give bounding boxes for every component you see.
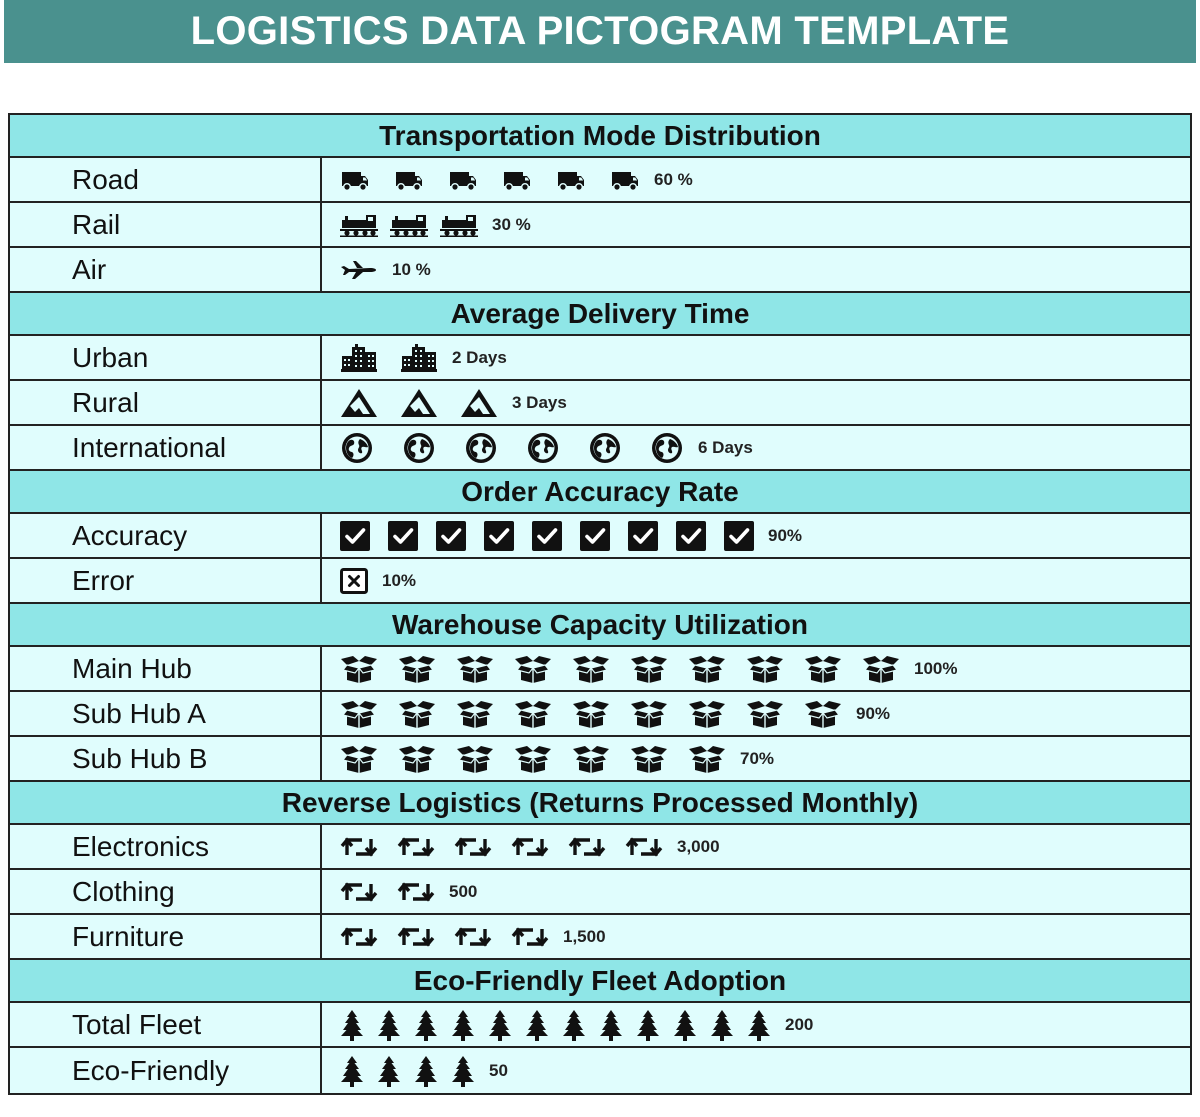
return-arrows-icon (340, 834, 378, 860)
open-box-icon (572, 655, 610, 683)
truck-icon (502, 168, 532, 192)
tree-icon (414, 1009, 438, 1041)
train-icon (390, 213, 428, 237)
pictogram-table (8, 113, 1192, 1095)
open-box-icon (456, 700, 494, 728)
open-box-icon (746, 700, 784, 728)
checkbox-icon (388, 521, 418, 551)
icon-strip (322, 692, 1190, 735)
checkbox-icon (484, 521, 514, 551)
open-box-icon (340, 655, 378, 683)
pictogram-row (10, 514, 1190, 559)
return-arrows-icon (340, 924, 378, 950)
pictogram-row (10, 248, 1190, 293)
buildings-icon (340, 344, 378, 372)
tree-icon (340, 1055, 364, 1087)
globe-icon (340, 432, 374, 464)
row-value: 90% (768, 525, 803, 545)
row-label: International (10, 426, 322, 469)
pictogram-row (10, 737, 1190, 782)
checkbox-icon (532, 521, 562, 551)
tree-icon (451, 1009, 475, 1041)
icon-strip (322, 825, 1190, 868)
tree-icon (377, 1055, 401, 1087)
mountain-icon (400, 388, 438, 418)
return-arrows-icon (397, 879, 435, 905)
row-label: Accuracy (10, 514, 322, 557)
return-arrows-icon (397, 834, 435, 860)
open-box-icon (688, 745, 726, 773)
open-box-icon (572, 700, 610, 728)
open-box-icon (398, 745, 436, 773)
row-label: Error (10, 559, 322, 602)
open-box-icon (456, 655, 494, 683)
row-value: 3,000 (677, 836, 720, 856)
row-value: 6 Days (698, 437, 753, 457)
icon-strip (322, 737, 1190, 780)
pictogram-row (10, 915, 1190, 960)
pictogram-row (10, 158, 1190, 203)
icon-strip (322, 203, 1190, 246)
open-box-icon (514, 700, 552, 728)
row-value: 60 % (654, 169, 693, 189)
row-value: 200 (785, 1014, 814, 1034)
row-label: Sub Hub B (10, 737, 322, 780)
tree-icon (562, 1009, 586, 1041)
tree-icon (488, 1009, 512, 1041)
globe-icon (464, 432, 498, 464)
row-value: 2 Days (452, 347, 507, 367)
row-label: Rail (10, 203, 322, 246)
tree-icon (636, 1009, 660, 1041)
icon-strip (322, 559, 1190, 602)
truck-icon (448, 168, 478, 192)
icon-strip (322, 1048, 1190, 1093)
icon-strip (322, 426, 1190, 469)
error-box-icon (340, 568, 368, 594)
section-title: Average Delivery Time (10, 293, 1190, 336)
train-icon (440, 213, 478, 237)
return-arrows-icon (511, 834, 549, 860)
return-arrows-icon (340, 879, 378, 905)
icon-strip (322, 158, 1190, 201)
tree-icon (414, 1055, 438, 1087)
row-value: 70% (740, 748, 775, 768)
open-box-icon (804, 655, 842, 683)
checkbox-icon (676, 521, 706, 551)
pictogram-row (10, 1003, 1190, 1048)
open-box-icon (398, 700, 436, 728)
pictogram-row (10, 426, 1190, 471)
row-value: 90% (856, 703, 891, 723)
row-label: Main Hub (10, 647, 322, 690)
row-label: Total Fleet (10, 1003, 322, 1046)
open-box-icon (456, 745, 494, 773)
tree-icon (340, 1009, 364, 1041)
return-arrows-icon (511, 924, 549, 950)
globe-icon (526, 432, 560, 464)
tree-icon (599, 1009, 623, 1041)
pictogram-row (10, 336, 1190, 381)
section-title: Eco-Friendly Fleet Adoption (10, 960, 1190, 1003)
section-title: Reverse Logistics (Returns Processed Monthly) (10, 782, 1190, 825)
pictogram-row (10, 559, 1190, 604)
truck-icon (340, 168, 370, 192)
pictogram-row (10, 203, 1190, 248)
globe-icon (402, 432, 436, 464)
icon-strip (322, 514, 1190, 557)
icon-strip (322, 915, 1190, 958)
return-arrows-icon (454, 924, 492, 950)
pictogram-row (10, 825, 1190, 870)
icon-strip (322, 1003, 1190, 1046)
tree-icon (710, 1009, 734, 1041)
page-title: LOGISTICS DATA PICTOGRAM TEMPLATE (4, 0, 1196, 63)
mountain-icon (340, 388, 378, 418)
open-box-icon (862, 655, 900, 683)
open-box-icon (688, 655, 726, 683)
row-label: Air (10, 248, 322, 291)
truck-icon (556, 168, 586, 192)
return-arrows-icon (568, 834, 606, 860)
train-icon (340, 213, 378, 237)
row-value: 500 (449, 881, 478, 901)
row-label: Road (10, 158, 322, 201)
return-arrows-icon (397, 924, 435, 950)
checkbox-icon (340, 521, 370, 551)
pictogram-row (10, 1048, 1190, 1093)
airplane-icon (340, 258, 378, 282)
icon-strip (322, 248, 1190, 291)
row-value: 3 Days (512, 392, 567, 412)
mountain-icon (460, 388, 498, 418)
open-box-icon (746, 655, 784, 683)
row-label: Clothing (10, 870, 322, 913)
open-box-icon (340, 745, 378, 773)
icon-strip (322, 870, 1190, 913)
checkbox-icon (628, 521, 658, 551)
section-title: Transportation Mode Distribution (10, 115, 1190, 158)
row-label: Urban (10, 336, 322, 379)
pictogram-row (10, 870, 1190, 915)
open-box-icon (630, 700, 668, 728)
icon-strip (322, 336, 1190, 379)
icon-strip (322, 381, 1190, 424)
row-label: Electronics (10, 825, 322, 868)
open-box-icon (572, 745, 610, 773)
checkbox-icon (580, 521, 610, 551)
section-title: Order Accuracy Rate (10, 471, 1190, 514)
row-value: 1,500 (563, 926, 606, 946)
truck-icon (394, 168, 424, 192)
tree-icon (377, 1009, 401, 1041)
checkbox-icon (724, 521, 754, 551)
open-box-icon (804, 700, 842, 728)
return-arrows-icon (625, 834, 663, 860)
row-value: 100% (914, 658, 958, 678)
tree-icon (747, 1009, 771, 1041)
section-title: Warehouse Capacity Utilization (10, 604, 1190, 647)
open-box-icon (514, 745, 552, 773)
open-box-icon (398, 655, 436, 683)
open-box-icon (688, 700, 726, 728)
open-box-icon (630, 655, 668, 683)
open-box-icon (514, 655, 552, 683)
truck-icon (610, 168, 640, 192)
globe-icon (650, 432, 684, 464)
row-label: Sub Hub A (10, 692, 322, 735)
open-box-icon (630, 745, 668, 773)
tree-icon (525, 1009, 549, 1041)
row-value: 10% (382, 570, 417, 590)
row-value: 30 % (492, 214, 531, 234)
open-box-icon (340, 700, 378, 728)
pictogram-row (10, 647, 1190, 692)
tree-icon (673, 1009, 697, 1041)
row-value: 50 (489, 1060, 508, 1080)
pictogram-row (10, 381, 1190, 426)
buildings-icon (400, 344, 438, 372)
row-value: 10 % (392, 259, 431, 279)
row-label: Eco-Friendly (10, 1048, 322, 1093)
row-label: Furniture (10, 915, 322, 958)
row-label: Rural (10, 381, 322, 424)
icon-strip (322, 647, 1190, 690)
tree-icon (451, 1055, 475, 1087)
pictogram-row (10, 692, 1190, 737)
checkbox-icon (436, 521, 466, 551)
return-arrows-icon (454, 834, 492, 860)
globe-icon (588, 432, 622, 464)
